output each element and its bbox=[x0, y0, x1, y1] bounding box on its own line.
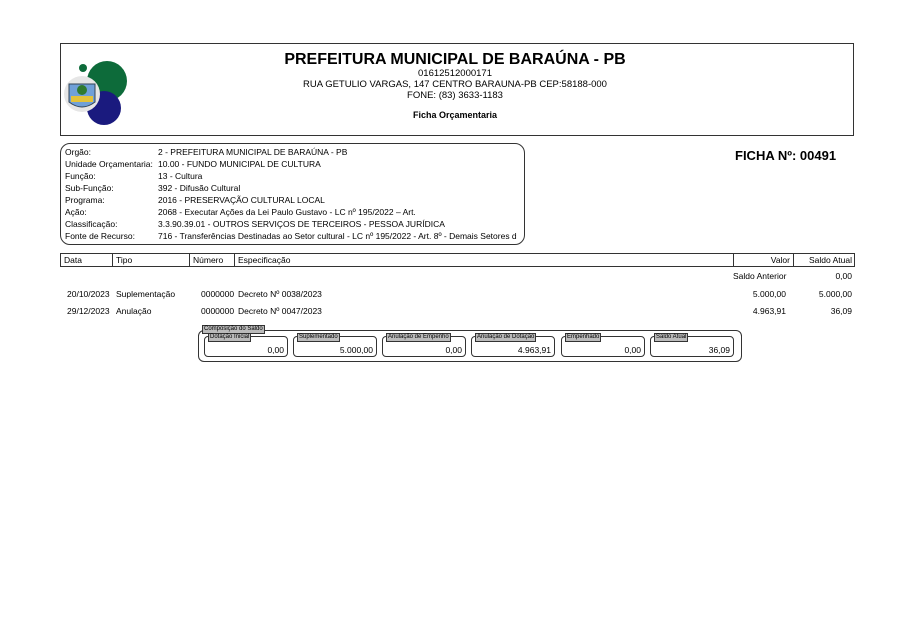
box-value: 36,09 bbox=[708, 345, 730, 355]
col-numero: Número bbox=[190, 254, 235, 266]
info-value: 2 - PREFEITURA MUNICIPAL DE BARAÚNA - PB bbox=[158, 147, 348, 157]
cnpj: 01612512000171 bbox=[418, 68, 492, 79]
info-row bbox=[65, 207, 416, 217]
info-value: 3.3.90.39.01 - OUTROS SERVIÇOS DE TERCEIROS - PESSOA JURÍDICA bbox=[158, 219, 445, 229]
box-value: 0,00 bbox=[267, 345, 284, 355]
saldo-atual-box bbox=[650, 336, 734, 357]
address: RUA GETULIO VARGAS, 147 CENTRO BARAUNA-PB CEP:58188-000 bbox=[303, 79, 607, 90]
suplementado-box bbox=[293, 336, 377, 357]
row-data: 20/10/2023 bbox=[67, 289, 110, 299]
box-label: Anulação de Dotação bbox=[477, 334, 535, 340]
info-value: 2016 - PRESERVAÇÃO CULTURAL LOCAL bbox=[158, 195, 325, 205]
box-label: Saldo Atual bbox=[656, 334, 687, 340]
composicao-title: Composição do Saldo bbox=[204, 326, 263, 332]
table-header bbox=[60, 253, 855, 267]
info-row bbox=[65, 159, 321, 169]
row-valor: 4.963,91 bbox=[752, 306, 786, 316]
info-label: Orgão: bbox=[65, 147, 91, 157]
municipal-logo bbox=[62, 58, 132, 128]
info-row bbox=[65, 147, 348, 157]
info-row bbox=[65, 219, 445, 229]
row-tipo: Suplementação bbox=[116, 289, 176, 299]
saldo-anterior-label: Saldo Anterior bbox=[733, 271, 787, 281]
document-title: Ficha Orçamentaria bbox=[412, 110, 498, 120]
box-label: Anulação de Empenho bbox=[388, 334, 449, 340]
info-label: Ação: bbox=[65, 207, 87, 217]
info-row bbox=[65, 171, 203, 181]
row-numero: 0000000 bbox=[201, 289, 235, 299]
info-row bbox=[65, 195, 325, 205]
info-label: Fonte de Recurso: bbox=[65, 231, 135, 241]
col-especificacao: Especificação bbox=[235, 254, 734, 266]
row-data: 29/12/2023 bbox=[67, 306, 110, 316]
box-label: Empenhado bbox=[567, 334, 600, 340]
saldo-anterior-value: 0,00 bbox=[835, 271, 852, 281]
row-numero: 0000000 bbox=[201, 306, 235, 316]
info-value: 392 - Difusão Cultural bbox=[158, 183, 241, 193]
row-valor: 5.000,00 bbox=[752, 289, 786, 299]
col-saldo-atual: Saldo Atual bbox=[808, 255, 852, 265]
info-value: 2068 - Executar Ações da Lei Paulo Gustavo - LC nº 195/2022 – Art. bbox=[158, 207, 416, 217]
info-label: Unidade Orçamentaria: bbox=[65, 159, 153, 169]
col-valor: Valor bbox=[734, 254, 794, 266]
col-data: Data bbox=[61, 254, 113, 266]
row-saldo: 5.000,00 bbox=[818, 289, 852, 299]
row-tipo: Anulação bbox=[116, 306, 152, 316]
info-row bbox=[65, 231, 517, 241]
info-value: 13 - Cultura bbox=[158, 171, 203, 181]
row-saldo: 36,09 bbox=[830, 306, 852, 316]
composicao-saldo-box bbox=[198, 326, 742, 362]
ficha-number: FICHA Nº: 00491 bbox=[735, 148, 837, 163]
info-row bbox=[65, 183, 241, 193]
box-value: 0,00 bbox=[445, 345, 462, 355]
info-value: 716 - Transferências Destinadas ao Setor cultural - LC nº 195/2022 - Art. 8º - Demais Setores d bbox=[158, 231, 517, 241]
anulacao-dotacao-box bbox=[471, 336, 555, 357]
row-especificacao: Decreto Nº 0047/2023 bbox=[238, 306, 322, 316]
anulacao-empenho-box bbox=[382, 336, 466, 357]
info-label: Programa: bbox=[65, 195, 105, 205]
phone: FONE: (83) 3633-1183 bbox=[407, 90, 503, 101]
box-label: Dotação Inicial bbox=[210, 334, 250, 340]
box-value: 5.000,00 bbox=[339, 345, 373, 355]
page-title: PREFEITURA MUNICIPAL DE BARAÚNA - PB bbox=[284, 51, 626, 68]
box-value: 0,00 bbox=[624, 345, 641, 355]
dotacao-inicial-box bbox=[204, 336, 288, 357]
info-label: Classificação: bbox=[65, 219, 118, 229]
box-value: 4.963,91 bbox=[517, 345, 551, 355]
empenhado-box bbox=[561, 336, 645, 357]
budget-info-box bbox=[60, 143, 525, 245]
col-tipo: Tipo bbox=[113, 254, 190, 266]
info-value: 10.00 - FUNDO MUNICIPAL DE CULTURA bbox=[158, 159, 321, 169]
row-especificacao: Decreto Nº 0038/2023 bbox=[238, 289, 322, 299]
info-label: Sub-Função: bbox=[65, 183, 114, 193]
info-label: Função: bbox=[65, 171, 96, 181]
box-label: Suplementado bbox=[299, 334, 338, 340]
